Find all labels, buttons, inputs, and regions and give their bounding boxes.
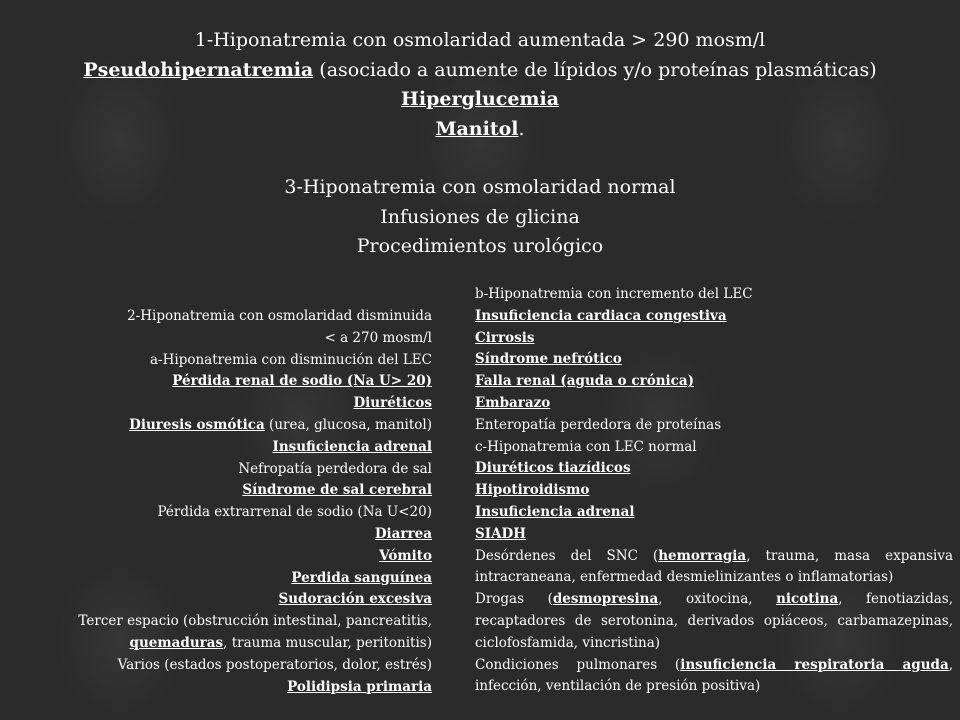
diuresis-osmotica-desc: (urea, glucosa, manitol): [264, 416, 432, 433]
insuficiencia-adrenal-right-item: [475, 502, 953, 524]
tiazidicos-item: [475, 458, 953, 480]
left-column: [72, 306, 432, 698]
diureticos-item: [72, 393, 432, 415]
enteropatia-item: Enteropatía perdedora de proteínas: [475, 416, 722, 433]
manitol-period: .: [518, 117, 525, 140]
perdida-renal-term: Pérdida renal de sodio (Na U> 20): [172, 373, 432, 390]
perdida-sanguinea-item: [72, 568, 432, 590]
insuficiencia-adrenal-left-term: Insuficiencia adrenal: [272, 438, 432, 455]
vomito-term: Vómito: [379, 547, 432, 564]
pseudohipernatremia-desc: (asociado a aumente de lípidos y/o proteínas plasmáticas): [313, 58, 877, 81]
right-column: [475, 284, 953, 698]
nefrotico-term: Síndrome nefrótico: [475, 351, 622, 368]
siadh-item: [475, 524, 953, 546]
varios-item: Varios (estados postoperatorios, dolor, estrés): [117, 656, 432, 673]
hiperglucemia-term: Hiperglucemia: [400, 88, 560, 110]
perdida-sanguinea-term: Perdida sanguínea: [291, 569, 432, 586]
heading-incremento-lec: b-Hiponatremia con incremento del LEC: [475, 286, 753, 302]
sudoracion-item: [72, 589, 432, 611]
siadh-term: SIADH: [475, 525, 527, 542]
diarrea-item: [72, 524, 432, 546]
embarazo-item: [475, 393, 953, 415]
heading-disminucion-lec: a-Hiponatremia con disminución del LEC: [150, 351, 432, 368]
insuficiencia-adrenal-left-item: [72, 437, 432, 459]
heading-osmolaridad-normal: 3-Hiponatremia con osmolaridad normal: [284, 176, 676, 198]
nefropatia-item: Nefropatía perdedora de sal: [238, 460, 432, 477]
pulmonares-prefix: Condiciones pulmonares (: [475, 656, 681, 673]
heading-osmolaridad-disminuida: 2-Hiponatremia con osmolaridad disminuida: [127, 308, 432, 324]
nicotina-term: nicotina: [776, 591, 839, 608]
perdida-renal-item: [72, 371, 432, 393]
polidipsia-item: [72, 677, 432, 699]
cirrosis-item: [475, 328, 953, 350]
drogas-item: [475, 589, 953, 654]
hipotiroidismo-term: Hipotiroidismo: [475, 482, 590, 499]
diureticos-term: Diuréticos: [353, 395, 432, 412]
tiazidicos-term: Diuréticos tiazídicos: [475, 460, 631, 477]
hiperglucemia-line: [0, 85, 960, 115]
pseudohipernatremia-term: Pseudohipernatremia: [83, 58, 314, 81]
sal-cerebral-term: Síndrome de sal cerebral: [242, 482, 432, 499]
drogas-prefix: Drogas (: [475, 591, 553, 608]
osmolaridad-threshold: < a 270 mosm/l: [324, 329, 432, 346]
sudoracion-term: Sudoración excesiva: [278, 591, 432, 608]
icc-item: [475, 306, 953, 328]
heading-lec-normal: c-Hiponatremia con LEC normal: [475, 438, 697, 455]
falla-renal-item: [475, 371, 953, 393]
quemaduras-line: [72, 633, 432, 655]
cirrosis-term: Cirrosis: [475, 329, 535, 346]
desordenes-snc-item: [475, 546, 953, 590]
desmopresina-term: desmopresina: [552, 591, 659, 608]
insuficiencia-adrenal-right-term: Insuficiencia adrenal: [475, 503, 635, 520]
diuresis-osmotica-item: [72, 415, 432, 437]
hemorragia-term: hemorragia: [658, 547, 747, 564]
quemaduras-term: quemaduras: [129, 634, 224, 651]
spacer: [0, 144, 960, 173]
embarazo-term: Embarazo: [475, 394, 551, 411]
polidipsia-term: Polidipsia primaria: [287, 678, 432, 695]
diarrea-term: Diarrea: [374, 525, 432, 542]
sal-cerebral-item: [72, 480, 432, 502]
drogas-mid: , oxitocina,: [658, 591, 777, 608]
falla-renal-term: Falla renal (aguda o crónica): [475, 373, 695, 390]
infusiones-glicina: Infusiones de glicina: [380, 205, 580, 228]
drogas-rest: , fenotiazidas, recaptadores de serotonina, derivados opiáceos, carbamazepinas, ciclofosfamida, vincristina): [475, 591, 953, 651]
top-text-block: [0, 26, 960, 262]
tercer-espacio-item: Tercer espacio (obstrucción intestinal, pancreatitis,: [78, 613, 432, 630]
snc-rest: , trauma, masa expansiva intracraneana, enfermedad desmielinizantes o inflamatorias): [475, 547, 953, 586]
manitol-line: [0, 115, 960, 145]
condiciones-pulmonares-item: [475, 655, 953, 699]
snc-prefix: Desórdenes del SNC (: [475, 547, 659, 564]
icc-term: Insuficiencia cardiaca congestiva: [475, 307, 727, 324]
insuficiencia-respiratoria-term: insuficiencia respiratoria aguda: [680, 656, 949, 673]
pseudohipernatremia-line: [0, 56, 960, 86]
heading-hiponatremia-aumentada: 1-Hiponatremia con osmolaridad aumentada > 290 mosm/l: [194, 29, 766, 51]
diuresis-osmotica-term: Diuresis osmótica: [129, 416, 265, 433]
vomito-item: [72, 546, 432, 568]
hipotiroidismo-item: [475, 480, 953, 502]
nefrotico-item: [475, 349, 953, 371]
manitol-term: Manitol: [435, 117, 519, 140]
perdida-extrarrenal-item: Pérdida extrarrenal de sodio (Na U<20): [157, 504, 432, 521]
pulmonares-rest: , infección, ventilación de presión positiva): [475, 656, 953, 695]
quemaduras-desc: , trauma muscular, peritonitis): [223, 634, 432, 651]
procedimientos-urologico: Procedimientos urológico: [356, 235, 604, 257]
